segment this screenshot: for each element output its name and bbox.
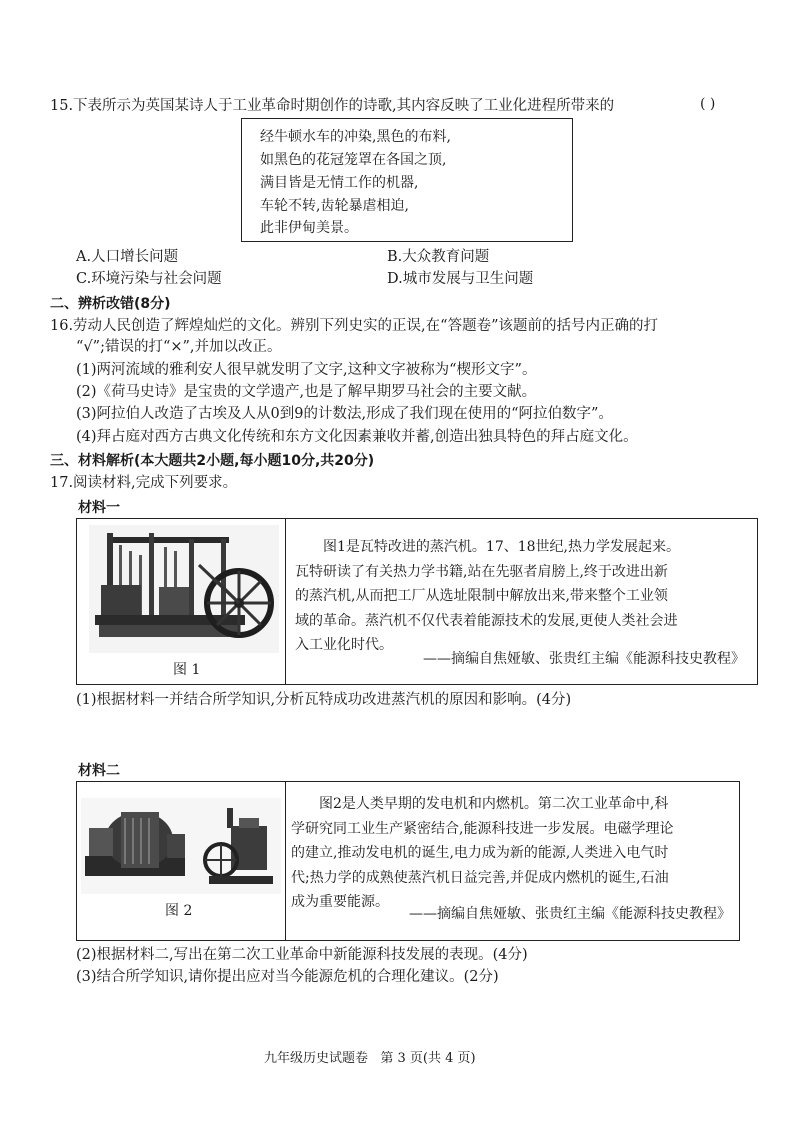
q17-stem: 17.阅读材料,完成下列要求。 [50, 475, 238, 491]
page-footer: 九年级历史试题卷 第 3 页(共 4 页) [264, 1051, 476, 1066]
q15-stem: 15.下表所示为英国某诗人于工业革命时期创作的诗歌,其内容反映了工业化进程所带来的 [50, 98, 615, 114]
q16-item-2: (2)《荷马史诗》是宝贵的文学遗产,也是了解早期罗马社会的主要文献。 [76, 384, 537, 400]
material-2-line: 的建立,推动发电机的诞生,电力成为新的能源,人类进入电气时 [291, 845, 669, 861]
option-c: C.环境污染与社会问题 [76, 271, 222, 287]
material-2-line: 学研究同工业生产紧密结合,能源科技进一步发展。电磁学理论 [291, 820, 674, 837]
material-1-line: 图1是瓦特改进的蒸汽机。17、18世纪,热力学发展起来。 [323, 539, 680, 555]
material-1-label: 材料一 [78, 500, 120, 516]
q16-item-1: (1)两河流域的雅利安人很早就发明了文字,这种文字被称为“楔形文字”。 [76, 362, 537, 378]
material-1-text [295, 535, 680, 658]
section-2-title: 二、辨析改错(8分) [50, 296, 171, 312]
section-3-title: 三、材料解析(本大题共2小题,每小题10分,共20分) [50, 453, 375, 469]
q17-question-3: (3)结合所学知识,请你提出应对当今能源危机的合理化建议。(2分) [76, 969, 499, 985]
figure-1-caption: 图 1 [173, 662, 201, 678]
poem-line: 车轮不转,齿轮暴虐相迫, [260, 198, 409, 214]
q16-item-4: (4)拜占庭对西方古典文化传统和东方文化因素兼收并蓄,创造出独具特色的拜占庭文化。 [76, 429, 638, 445]
poem-line: 满目皆是无情工作的机器, [260, 175, 419, 191]
material-2-box [76, 781, 740, 941]
poem-line: 此非伊甸美景。 [260, 220, 358, 236]
q17-question-1: (1)根据材料一并结合所学知识,分析瓦特成功改进蒸汽机的原因和影响。(4分) [76, 692, 572, 708]
figure-2-caption: 图 2 [165, 903, 193, 919]
figure-2-generator-engine [81, 798, 281, 894]
option-b: B.大众教育问题 [387, 249, 490, 265]
q16-stem-line2: “√”;错误的打“×”,并加以改正。 [76, 339, 282, 355]
q16-stem-line1: 16.劳动人民创造了辉煌灿烂的文化。辨别下列史实的正误,在“答题卷”该题前的括号内正确的打 [50, 318, 658, 334]
q17-question-2: (2)根据材料二,写出在第二次工业革命中新能源科技发展的表现。(4分) [76, 947, 528, 963]
material-2-label: 材料二 [78, 763, 120, 779]
material-1-divider [285, 519, 286, 684]
option-a: A.人口增长问题 [76, 249, 179, 265]
material-2-text [291, 792, 673, 915]
material-2-line: 图2是人类早期的发电机和内燃机。第二次工业革命中,科 [319, 796, 669, 812]
q15-answer-paren: ( ) [700, 96, 716, 112]
material-1-line: 入工业化时代。 [295, 637, 393, 653]
material-1-line: 的蒸汽机,从而把工厂从选址限制中解放出来,带来整个工业领 [295, 588, 668, 604]
figure-1-steam-engine [89, 525, 279, 653]
poem-line: 经牛顿水车的冲染,黑色的布料, [260, 129, 451, 145]
poem-line: 如黑色的花冠笼罩在各国之顶, [260, 152, 447, 168]
material-1-box [76, 518, 758, 685]
poem-box [241, 118, 573, 242]
material-2-divider [285, 782, 286, 940]
material-2-source: ——摘编自焦娅敏、张贵红主编《能源科技史教程》 [409, 906, 731, 922]
material-1-line: 瓦特研读了有关热力学书籍,站在先驱者肩膀上,终于改进出新 [295, 563, 668, 580]
material-1-source: ——摘编自焦娅敏、张贵红主编《能源科技史教程》 [423, 651, 745, 667]
q16-item-3: (3)阿拉伯人改造了古埃及人从0到9的计数法,形成了我们现在使用的“阿拉伯数字”。 [76, 406, 613, 422]
option-d: D.城市发展与卫生问题 [387, 271, 534, 287]
material-2-line: 代;热力学的成熟使蒸汽机日益完善,并促成内燃机的诞生,石油 [291, 869, 669, 886]
material-1-line: 域的革命。蒸汽机不仅代表着能源技术的发展,更使人类社会进 [295, 612, 678, 629]
material-2-line: 成为重要能源。 [291, 894, 389, 910]
